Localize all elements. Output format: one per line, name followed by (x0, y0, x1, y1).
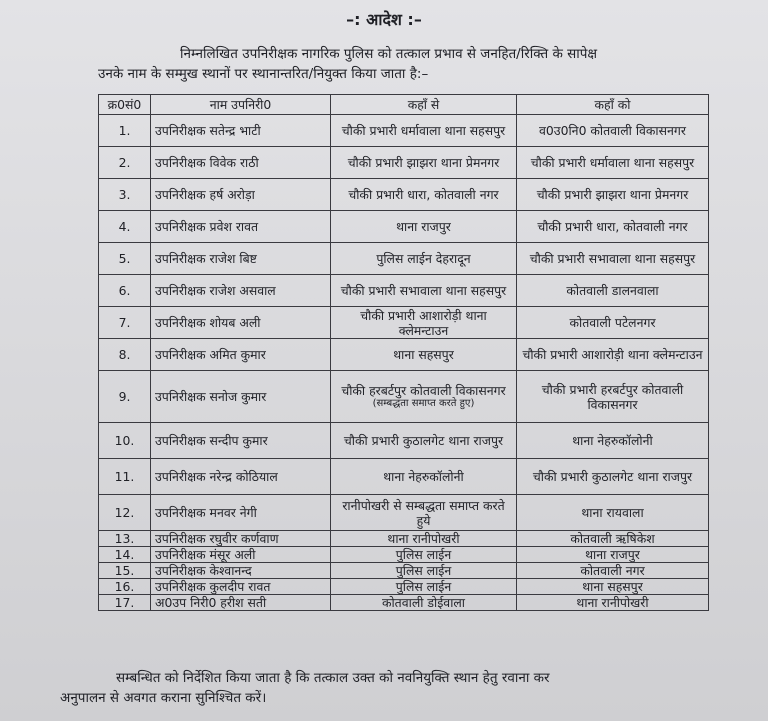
intro-paragraph (98, 44, 738, 84)
from-cell (331, 371, 517, 423)
officer-name-cell: उपनिरीक्षक कुलदीप रावत (151, 579, 331, 595)
to-cell: चौकी प्रभारी झाझरा थाना प्रेमनगर (517, 179, 709, 211)
officer-name-cell: उपनिरीक्षक विवेक राठी (151, 147, 331, 179)
from-cell: थाना नेहरुकॉलोनी (331, 459, 517, 495)
footer-line-1: सम्बन्धित को निर्देशित किया जाता है कि तत्काल उक्त को नवनियुक्ति स्थान हेतु रवाना कर (116, 670, 550, 686)
officer-name-cell: उपनिरीक्षक अमित कुमार (151, 339, 331, 371)
officer-name-cell: उपनिरीक्षक मंसूर अली (151, 547, 331, 563)
officer-name-cell: अ0उप निरी0 हरीश सती (151, 595, 331, 611)
to-cell: कोतवाली डालनवाला (517, 275, 709, 307)
serial-cell: 5. (99, 243, 151, 275)
to-cell: कोतवाली पटेलनगर (517, 307, 709, 339)
table-row (99, 275, 709, 307)
from-text: चौकी हरबर्टपुर कोतवाली विकासनगर (341, 383, 506, 398)
table-row (99, 179, 709, 211)
to-cell: चौकी प्रभारी धर्मावाला थाना सहसपुर (517, 147, 709, 179)
from-cell: चौकी प्रभारी झाझरा थाना प्रेमनगर (331, 147, 517, 179)
table-row (99, 371, 709, 423)
officer-name-cell: उपनिरीक्षक सतेन्द्र भाटी (151, 115, 331, 147)
from-cell: चौकी प्रभारी कुठालगेट थाना राजपुर (331, 423, 517, 459)
header-from: कहाँ से (331, 95, 517, 115)
from-note: (सम्बद्धता समाप्त करते हुए) (372, 398, 475, 409)
table-row (99, 595, 709, 611)
table-row (99, 459, 709, 495)
serial-cell: 16. (99, 579, 151, 595)
officer-name-cell: उपनिरीक्षक सन्दीप कुमार (151, 423, 331, 459)
from-cell: थाना रानीपोखरी (331, 531, 517, 547)
to-cell: कोतवाली ऋषिकेश (517, 531, 709, 547)
intro-line-1: निम्नलिखित उपनिरीक्षक नागरिक पुलिस को तत्काल प्रभाव से जनहित/रिक्ति के सापेक्ष (180, 46, 598, 62)
table-row (99, 531, 709, 547)
serial-cell: 8. (99, 339, 151, 371)
officer-name-cell: उपनिरीक्षक नरेन्द्र कोठियाल (151, 459, 331, 495)
header-to: कहाँ को (517, 95, 709, 115)
from-cell: कोतवाली डोईवाला (331, 595, 517, 611)
to-cell: थाना रायवाला (517, 495, 709, 531)
officer-name-cell: उपनिरीक्षक मनवर नेगी (151, 495, 331, 531)
from-cell: चौकी प्रभारी धारा, कोतवाली नगर (331, 179, 517, 211)
from-cell: पुलिस लाईन (331, 579, 517, 595)
serial-cell: 10. (99, 423, 151, 459)
to-cell: चौकी प्रभारी धारा, कोतवाली नगर (517, 211, 709, 243)
to-cell: थाना सहसपुर (517, 579, 709, 595)
from-cell: चौकी प्रभारी सभावाला थाना सहसपुर (331, 275, 517, 307)
officer-name-cell: उपनिरीक्षक हर्ष अरोड़ा (151, 179, 331, 211)
intro-line-2: उनके नाम के सम्मुख स्थानों पर स्थानान्तरित/नियुक्त किया जाता है:– (98, 66, 429, 82)
table-row (99, 579, 709, 595)
from-cell: थाना राजपुर (331, 211, 517, 243)
to-cell: थाना राजपुर (517, 547, 709, 563)
to-cell: चौकी प्रभारी हरबर्टपुर कोतवाली विकासनगर (517, 371, 709, 423)
from-cell: पुलिस लाईन (331, 547, 517, 563)
table-row (99, 243, 709, 275)
table-row (99, 495, 709, 531)
from-cell: चौकी प्रभारी आशारोड़ी थाना क्लेमन्टाउन (331, 307, 517, 339)
serial-cell: 6. (99, 275, 151, 307)
serial-cell: 1. (99, 115, 151, 147)
document-title: –: आदेश :– (346, 10, 422, 29)
table-row (99, 547, 709, 563)
officer-name-cell: उपनिरीक्षक शोयब अली (151, 307, 331, 339)
transfer-table (98, 94, 709, 611)
header-serial: क्र0सं0 (99, 95, 151, 115)
officer-name-cell: उपनिरीक्षक केश्वानन्द (151, 563, 331, 579)
serial-cell: 7. (99, 307, 151, 339)
table-row (99, 115, 709, 147)
table-row (99, 563, 709, 579)
footer-line-2: अनुपालन से अवगत कराना सुनिश्चित करें। (60, 690, 267, 706)
serial-cell: 11. (99, 459, 151, 495)
serial-cell: 14. (99, 547, 151, 563)
serial-cell: 9. (99, 371, 151, 423)
serial-cell: 15. (99, 563, 151, 579)
from-cell: पुलिस लाईन देहरादून (331, 243, 517, 275)
serial-cell: 12. (99, 495, 151, 531)
officer-name-cell: उपनिरीक्षक राजेश असवाल (151, 275, 331, 307)
from-cell: थाना सहसपुर (331, 339, 517, 371)
serial-cell: 13. (99, 531, 151, 547)
officer-name-cell: उपनिरीक्षक रघुवीर कर्णवाण (151, 531, 331, 547)
serial-cell: 2. (99, 147, 151, 179)
to-cell: चौकी प्रभारी कुठालगेट थाना राजपुर (517, 459, 709, 495)
to-cell: थाना नेहरुकॉलोनी (517, 423, 709, 459)
table-row (99, 211, 709, 243)
footer-paragraph (60, 668, 750, 708)
table-header-row (99, 95, 709, 115)
to-cell: थाना रानीपोखरी (517, 595, 709, 611)
to-cell: चौकी प्रभारी सभावाला थाना सहसपुर (517, 243, 709, 275)
to-cell: चौकी प्रभारी आशारोड़ी थाना क्लेमन्टाउन (517, 339, 709, 371)
serial-cell: 17. (99, 595, 151, 611)
table-row (99, 147, 709, 179)
officer-name-cell: उपनिरीक्षक सनोज कुमार (151, 371, 331, 423)
header-name: नाम उपनिरी0 (151, 95, 331, 115)
to-cell: कोतवाली नगर (517, 563, 709, 579)
to-cell: व0उ0नि0 कोतवाली विकासनगर (517, 115, 709, 147)
table-row (99, 339, 709, 371)
officer-name-cell: उपनिरीक्षक राजेश बिष्ट (151, 243, 331, 275)
officer-name-cell: उपनिरीक्षक प्रवेश रावत (151, 211, 331, 243)
serial-cell: 3. (99, 179, 151, 211)
from-cell: रानीपोखरी से सम्बद्धता समाप्त करते हुये (331, 495, 517, 531)
table-body (99, 115, 709, 611)
from-cell: चौकी प्रभारी धर्मावाला थाना सहसपुर (331, 115, 517, 147)
table-row (99, 307, 709, 339)
serial-cell: 4. (99, 211, 151, 243)
from-cell: पुलिस लाईन (331, 563, 517, 579)
table-row (99, 423, 709, 459)
